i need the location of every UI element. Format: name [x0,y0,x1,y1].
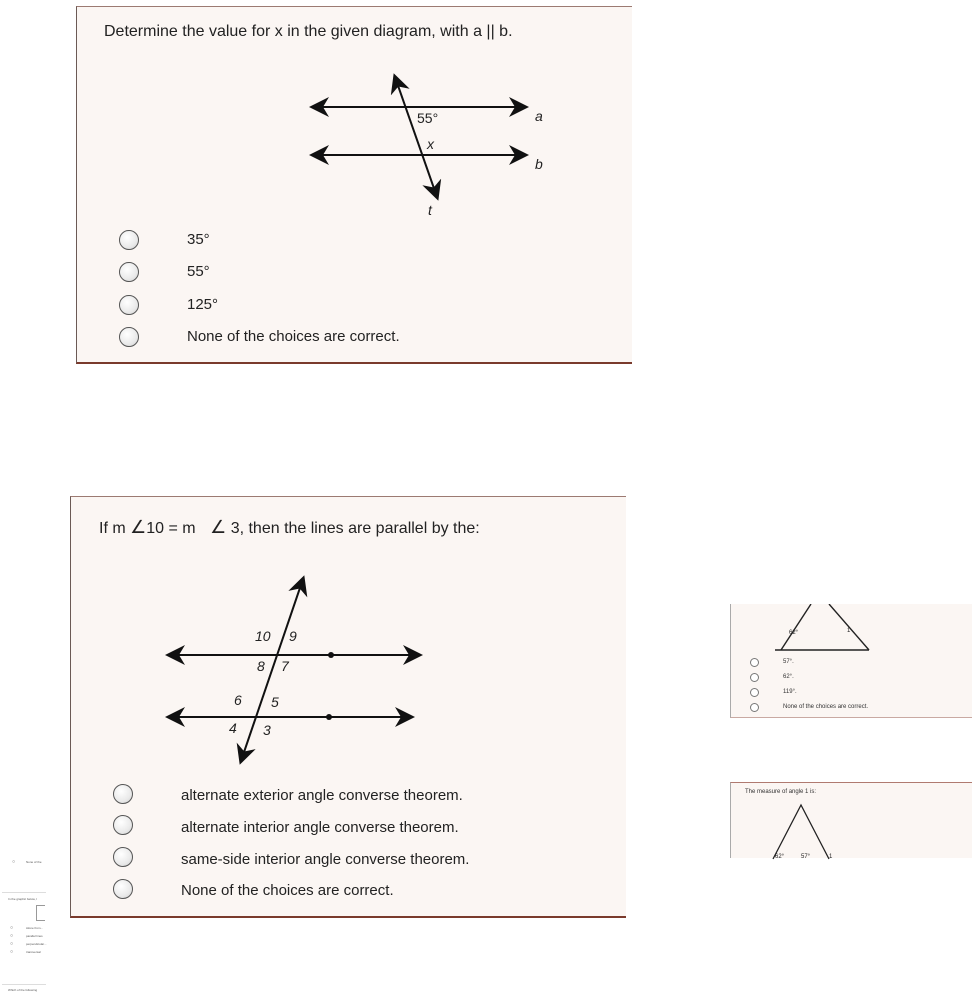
marker-dot [326,714,332,720]
tiny-radio-icon: ○ [10,949,14,955]
radio-button[interactable] [119,230,139,250]
prompt-equals: = m [168,520,196,537]
radio-button[interactable] [113,879,133,899]
tiny-radio-icon: ○ [12,859,16,865]
thumbnail-triangle-question-2[interactable] [730,782,972,858]
mini-radio[interactable] [750,688,759,697]
prompt-prefix: If m [99,520,126,537]
q1-option-4[interactable] [119,327,139,347]
radio-button[interactable] [119,262,139,282]
triangle2-angle-number: 1 [829,854,833,860]
transversal-line [241,579,303,761]
mini-option-3-label: 119°. [783,689,797,695]
angle-label-5: 5 [271,694,279,710]
tiny-line: transversal [26,950,41,954]
radio-button[interactable] [119,327,139,347]
angle-label-10: 10 [255,628,271,644]
angle-label-3: 3 [263,722,271,738]
q1-option-1-label: 35° [187,231,210,248]
question-2-prompt [99,517,480,538]
tiny-label: Which of the following [8,988,38,992]
radio-button[interactable] [119,295,139,315]
q1-option-2[interactable] [119,262,139,282]
q1-option-3[interactable] [119,295,139,315]
tiny-label: None of the [26,860,42,864]
tiny-radio-icon: ○ [10,925,14,931]
tiny-line: parallel lines [26,934,43,938]
angle-label-6: 6 [234,692,242,708]
question-1-prompt: Determine the value for x in the given diagram, with a || b. [104,23,513,40]
angle-symbol-icon: ∠ [130,517,147,537]
mini-option-4-label: None of the choices are correct. [783,704,869,710]
tiny-figure [36,905,45,921]
tiny-line: perpendicular... [26,942,47,946]
triangle-angle-label: 62° [789,630,799,636]
tiny-radio-icon: ○ [10,941,14,947]
transversal-label: t [428,202,432,218]
triangle-angle-number: 1 [847,628,851,634]
triangle2-angle-a: 62° [775,854,785,860]
angle-label-4: 4 [229,720,237,736]
mini-option-1-label: 57°. [783,659,794,665]
q2-option-2[interactable] [113,815,133,835]
radio-button[interactable] [113,847,133,867]
parallel-lines-diagram-1 [77,67,633,287]
angle-55-label: 55° [417,110,439,126]
marker-dot [328,652,334,658]
mini-option-2-label: 62°. [783,674,794,680]
angle-label-7: 7 [281,658,289,674]
mini-prompt: The measure of angle 1 is: [745,789,817,795]
line-b-label: b [535,156,543,172]
tiny-radio-icon: ○ [10,933,14,939]
tiny-thumbnail-top[interactable] [6,856,46,870]
prompt-angle2: 3, then the lines are parallel by the: [230,520,480,537]
question-card-1 [76,6,632,364]
q1-option-2-label: 55° [187,263,210,280]
tiny-thumbnail-middle[interactable] [2,892,46,965]
prompt-angle1: 10 [146,520,165,537]
unknown-x-label: x [427,136,434,152]
radio-button[interactable] [113,784,133,804]
question-card-2 [70,496,626,918]
q2-option-4[interactable] [113,879,133,899]
q2-option-4-label: None of the choices are correct. [181,882,394,899]
mini-radio[interactable] [750,673,759,682]
tiny-label: In the graphic below, l [8,897,38,901]
q2-option-1-label: alternate exterior angle converse theorem. [181,787,463,804]
q2-option-2-label: alternate interior angle converse theorem. [181,819,459,836]
tiny-thumbnail-bottom[interactable] [2,984,46,997]
tiny-line: Alone from... [26,926,44,930]
line-a-label: a [535,108,543,124]
radio-button[interactable] [113,815,133,835]
triangle-diagram [771,604,911,654]
parallel-lines-diagram-2 [71,575,627,775]
angle-symbol-icon: ∠ [210,517,227,537]
thumbnail-triangle-question-1[interactable] [730,604,972,718]
triangle2-angle-b: 57° [801,854,811,860]
q2-option-1[interactable] [113,784,133,804]
q1-option-1[interactable] [119,230,139,250]
mini-radio[interactable] [750,658,759,667]
q1-option-3-label: 125° [187,296,219,313]
q2-option-3[interactable] [113,847,133,867]
angle-label-8: 8 [257,658,265,674]
q1-option-4-label: None of the choices are correct. [187,328,400,345]
angle-label-9: 9 [289,628,297,644]
mini-radio[interactable] [750,703,759,712]
q2-option-3-label: same-side interior angle converse theorem. [181,851,470,868]
triangle-diagram-2 [767,801,887,861]
